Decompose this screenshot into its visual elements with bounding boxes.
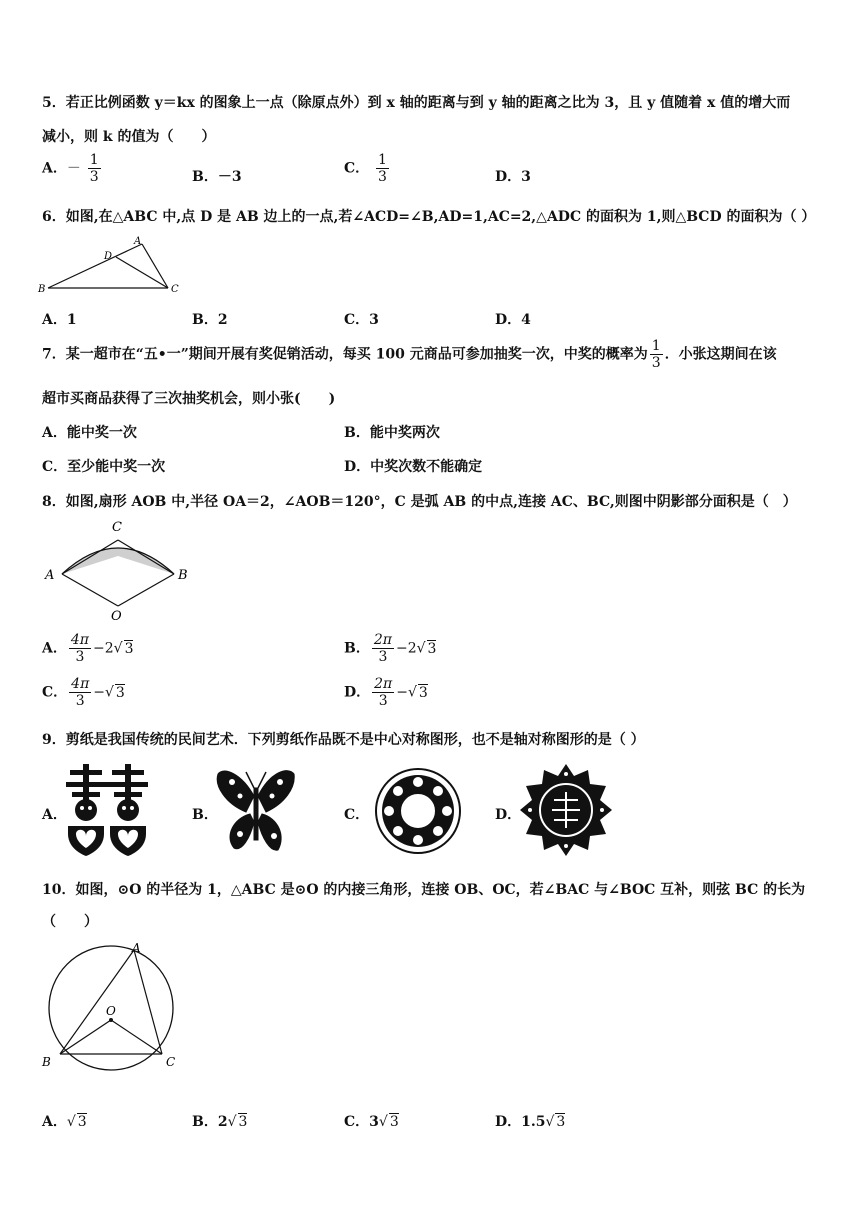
q10-option-d[interactable]: D．1.5√ 3 [495,1114,566,1130]
q7-option-b[interactable]: B．能中奖两次 [344,425,440,441]
label-d: D [104,251,113,262]
q5-option-c[interactable]: C． $\frac{1}{3}$ [344,152,387,185]
q8-option-c[interactable]: C． $\frac{4\pi}{3}$ −√ 3 [42,676,125,709]
q7-stem-line2: 超市买商品获得了三次抽奖机会，则小张( ) [42,391,336,407]
q6-stem: 6．如图,在△ABC 中,点 D 是 AB 边上的一点,若∠ACD=∠B,AD=1,AC=2,△ADC 的面积为 1,则△BCD 的面积为（ ） [42,209,816,225]
q8-stem: 8．如图,扇形 AOB 中,半径 OA＝2，∠AOB＝120°，C 是弧 AB 的中点,连接 AC、BC,则图中阴影部分面积是（ ） [42,494,797,510]
butterfly-papercut-icon [216,766,296,854]
q5-option-d[interactable]: D．3 [495,169,531,185]
label-o: O [111,609,122,622]
q10-option-b[interactable]: B．2√ 3 [192,1114,248,1130]
q6-option-a[interactable]: A．1 [42,312,77,328]
label-b: B [42,1055,51,1069]
label-c: C [166,1055,176,1069]
q8-sector-figure [40,518,200,622]
q6-option-c[interactable]: C．3 [344,312,379,328]
q7-option-a[interactable]: A．能中奖一次 [42,425,137,441]
label-b: B [178,568,188,583]
q10-option-c[interactable]: C．3√ 3 [344,1114,399,1130]
q10-option-a[interactable]: A．√ 3 [42,1114,87,1130]
q10-stem-line2: （ ） [42,914,98,930]
label-a: A [45,568,55,583]
q5-stem-line2: 减小，则 k 的值为（ ） [42,129,216,145]
q6-option-b[interactable]: B．2 [192,312,228,328]
label-a: A [132,941,141,955]
label-c: C [171,284,179,295]
fraction: $\frac{1}{3}$ [89,152,99,185]
q10-stem-line1: 10．如图，⊙O 的半径为 1，△ABC 是⊙O 的内接三角形，连接 OB、OC，若∠BAC 与∠BOC 互补，则弦 BC 的长为 [42,882,806,898]
fraction: $\frac{1}{3}$ [378,152,387,185]
q6-option-d[interactable]: D．4 [495,312,531,328]
q7-option-c[interactable]: C．至少能中奖一次 [42,459,166,475]
q7-option-d[interactable]: D．中奖次数不能确定 [344,459,483,475]
q5-stem-line1: 5．若正比例函数 y＝kx 的图象上一点（除原点外）到 x 轴的距离与到 y 轴的距离之比为 3，且 y 值随着 x 值的增大而 [42,95,791,111]
q8-option-a[interactable]: A． $\frac{4\pi}{3}$ −2√ 3 [42,632,134,665]
q9-option-d-label[interactable]: D． [495,807,522,823]
q7-stem-line1: 7．某一超市在“五•一”期间开展有奖促销活动，每买 100 元商品可参加抽奖一次，中奖的概率为 $\frac{1}{3}$ ．小张这期间在该 [42,338,777,371]
q6-triangle-figure [36,232,186,298]
double-happiness-papercut-icon [66,764,148,856]
q8-option-b[interactable]: B． $\frac{2\pi}{3}$ −2√ 3 [344,632,437,665]
q9-option-b-label[interactable]: B． [192,807,218,823]
label-a: A [134,236,142,247]
q5-option-b[interactable]: B．－3 [192,169,242,185]
q9-option-c-label[interactable]: C． [344,807,370,823]
label-o: O [106,1004,116,1018]
label-c: C [112,520,122,535]
probability-fraction: $\frac{1}{3}$ [651,338,661,371]
q5-option-a[interactable]: A．－ $\frac{1}{3}$ [42,152,99,185]
q10-circle-figure [36,940,186,1072]
floral-ring-papercut-icon [372,766,464,856]
q8-option-d[interactable]: D． $\frac{2\pi}{3}$ −√ 3 [344,676,428,709]
q9-stem: 9．剪纸是我国传统的民间艺术．下列剪纸作品既不是中心对称图形，也不是轴对称图形的是（ ） [42,732,645,748]
q9-option-a-label[interactable]: A． [42,807,67,823]
label-b: B [38,284,46,295]
sun-pattern-papercut-icon [518,762,614,858]
